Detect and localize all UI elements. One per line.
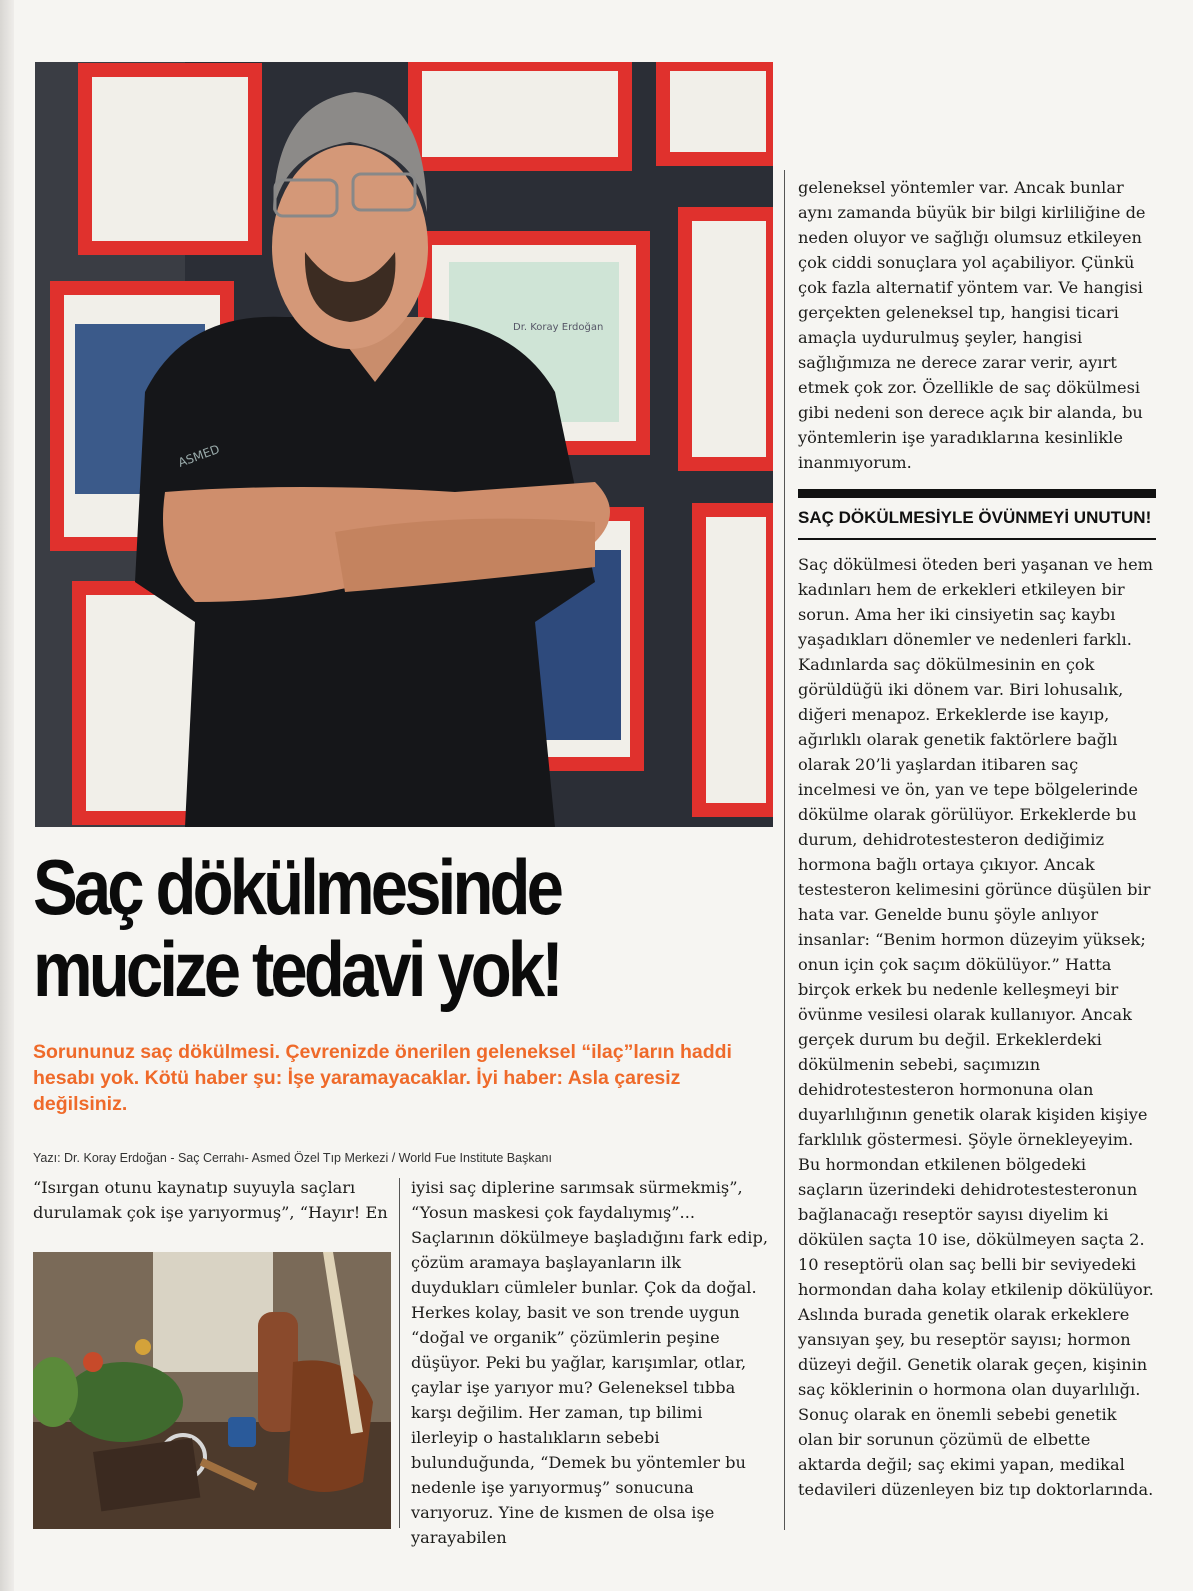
right-column-intro: geleneksel yöntemler var. Ancak bunlar aynı zamanda büyük bir bilgi kirliliğine de neden oluyor ve sağlığı olumsuz etkileyen çok ciddi sonuçlara yol açabiliyor. Çünkü çok fazla alternatif yöntem var. Ve hangisi gerçekten geleneksel tıp, hangisi ticari amaçla uydurulmuş şeyler, hangisi sağlığımıza ne derece zarar verir, ayırt etmek çok zor. Özellikle de saç dökülmesi gibi nedeni son derece açık bir alanda, bu yöntemlerin işe yaradıklarına kesinlikle inanmıyorum. <box>798 178 1146 472</box>
certificate-name-text: Dr. Koray Erdoğan <box>513 322 604 333</box>
middle-column <box>411 1175 773 1550</box>
middle-column-text: iyisi saç diplerine sarımsak sürmekmiş”, “Yosun maskesi çok faydalıymış”... Saçlarının dökülmeye başladığını fark edip, çözüm aramaya başlayanların ilk duydukları cümleler bunlar. Çok da doğal. Herkes kolay, basit ve son trende uygun “doğal ve organik” çözümlerin peşine düşüyor. Peki bu yağlar, karışımlar, otlar, çaylar işe yarıyor mu? Geleneksel tıbba karşı değilim. Her zaman, tıp bilimi ilerleyip o hastalıkların sebebi bulunduğunda, “Demek bu yöntemler bu nedenle işe yarıyormuş” sonucuna varıyoruz. Yine de kısmen de olsa işe yarayabilen <box>411 1178 768 1547</box>
section-rule-thick <box>798 489 1156 498</box>
section-rule-thin <box>798 538 1156 540</box>
right-column <box>798 175 1156 1502</box>
left-column <box>33 1175 393 1225</box>
column-divider <box>784 170 785 1530</box>
shirt-logo-text: ASMED <box>176 441 222 470</box>
right-column-body: Saç dökülmesi öteden beri yaşanan ve hem kadınları hem de erkekleri etkileyen bir sorun. Ama her iki cinsiyetin saç kaybı yaşadıkları dönemler ve nedenleri farklı. Kadınlarda saç dökülmesinin en çok görüldüğü iki dönem var. Biri lohusalık, diğeri menapoz. Erkeklerde ise kayıp, ağırlıklı olarak genetik faktörlere bağlı olarak 20’li yaşlardan itibaren saç incelmesi ve ön, yan ve tepe bölgelerinde dökülme olarak görülüyor. Erkeklerde bu durum, dehidrotestesteron dediğimiz hormona bağlı ortaya çıkıyor. Ancak testesteron kelimesini görünce düşülen bir hata var. Genelde bunu şöyle anlıyor insanlar: “Benim hormon düzeyim yüksek; onun için çok saçım dökülüyor.” Hatta birçok erkek bu nedenle kelleşmeyi bir övünme vesilesi olarak kullanıyor. Ancak gerçek durum bu değil. Erkeklerdeki dökülmenin sebebi, saçımızın dehidrotestesteron hormonuna olan duyarlılığının genetik olarak kişiden kişiye farklılık göstermesi. Şöyle örnekleyeyim. Bu hormondan etkilenen bölgedeki saçların üzerindeki dehidrotestesteronun bağlanacağı reseptör sayısı diyelim ki dökülen saçta 10 ise, dökülmeyen saçta 2. 10 reseptörü olan saç belli bir seviyedeki hormondan daha kolay etkilenip dökülüyor. Aslında burada genetik olarak erkeklere yansıyan şey, bu reseptör sayısı; hormon düzeyi değil. Genetik olarak geçen, kişinin saç köklerinin o hormona olan duyarlılığı. Sonuç olarak en önemli sebebi genetik olan bir sorunun çözümü de elbette aktarda değil; saç ekimi yapan, medikal tedavileri düzenleyen biz tıp doktorlarında. <box>798 555 1154 1499</box>
left-column-text: “Isırgan otunu kaynatıp suyuyla saçları durulamak çok işe yarıyormuş”, “Hayır! En <box>33 1178 388 1222</box>
article-headline <box>33 843 669 1013</box>
portrait-photo <box>35 62 773 827</box>
headline-line-2: mucize tedavi yok! <box>33 925 560 1013</box>
section-heading: SAÇ DÖKÜLMESİYLE ÖVÜNMEYİ UNUTUN! <box>798 508 1152 527</box>
headline-line-1: Saç dökülmesinde <box>33 843 561 931</box>
page-spine-shadow <box>0 0 14 1591</box>
column-divider-lower <box>399 1178 400 1528</box>
article-deck: Sorununuz saç dökülmesi. Çevrenizde önerilen geleneksel “ilaç”ların haddi hesabı yok. Kötü haber şu: İşe yaramayacaklar. İyi haber: Asla çaresiz değilsiniz. <box>33 1041 732 1115</box>
herbal-remedies-photo <box>33 1252 391 1529</box>
article-byline: Yazı: Dr. Koray Erdoğan - Saç Cerrahı- Asmed Özel Tıp Merkezi / World Fue Institute Başkanı <box>33 1151 552 1165</box>
